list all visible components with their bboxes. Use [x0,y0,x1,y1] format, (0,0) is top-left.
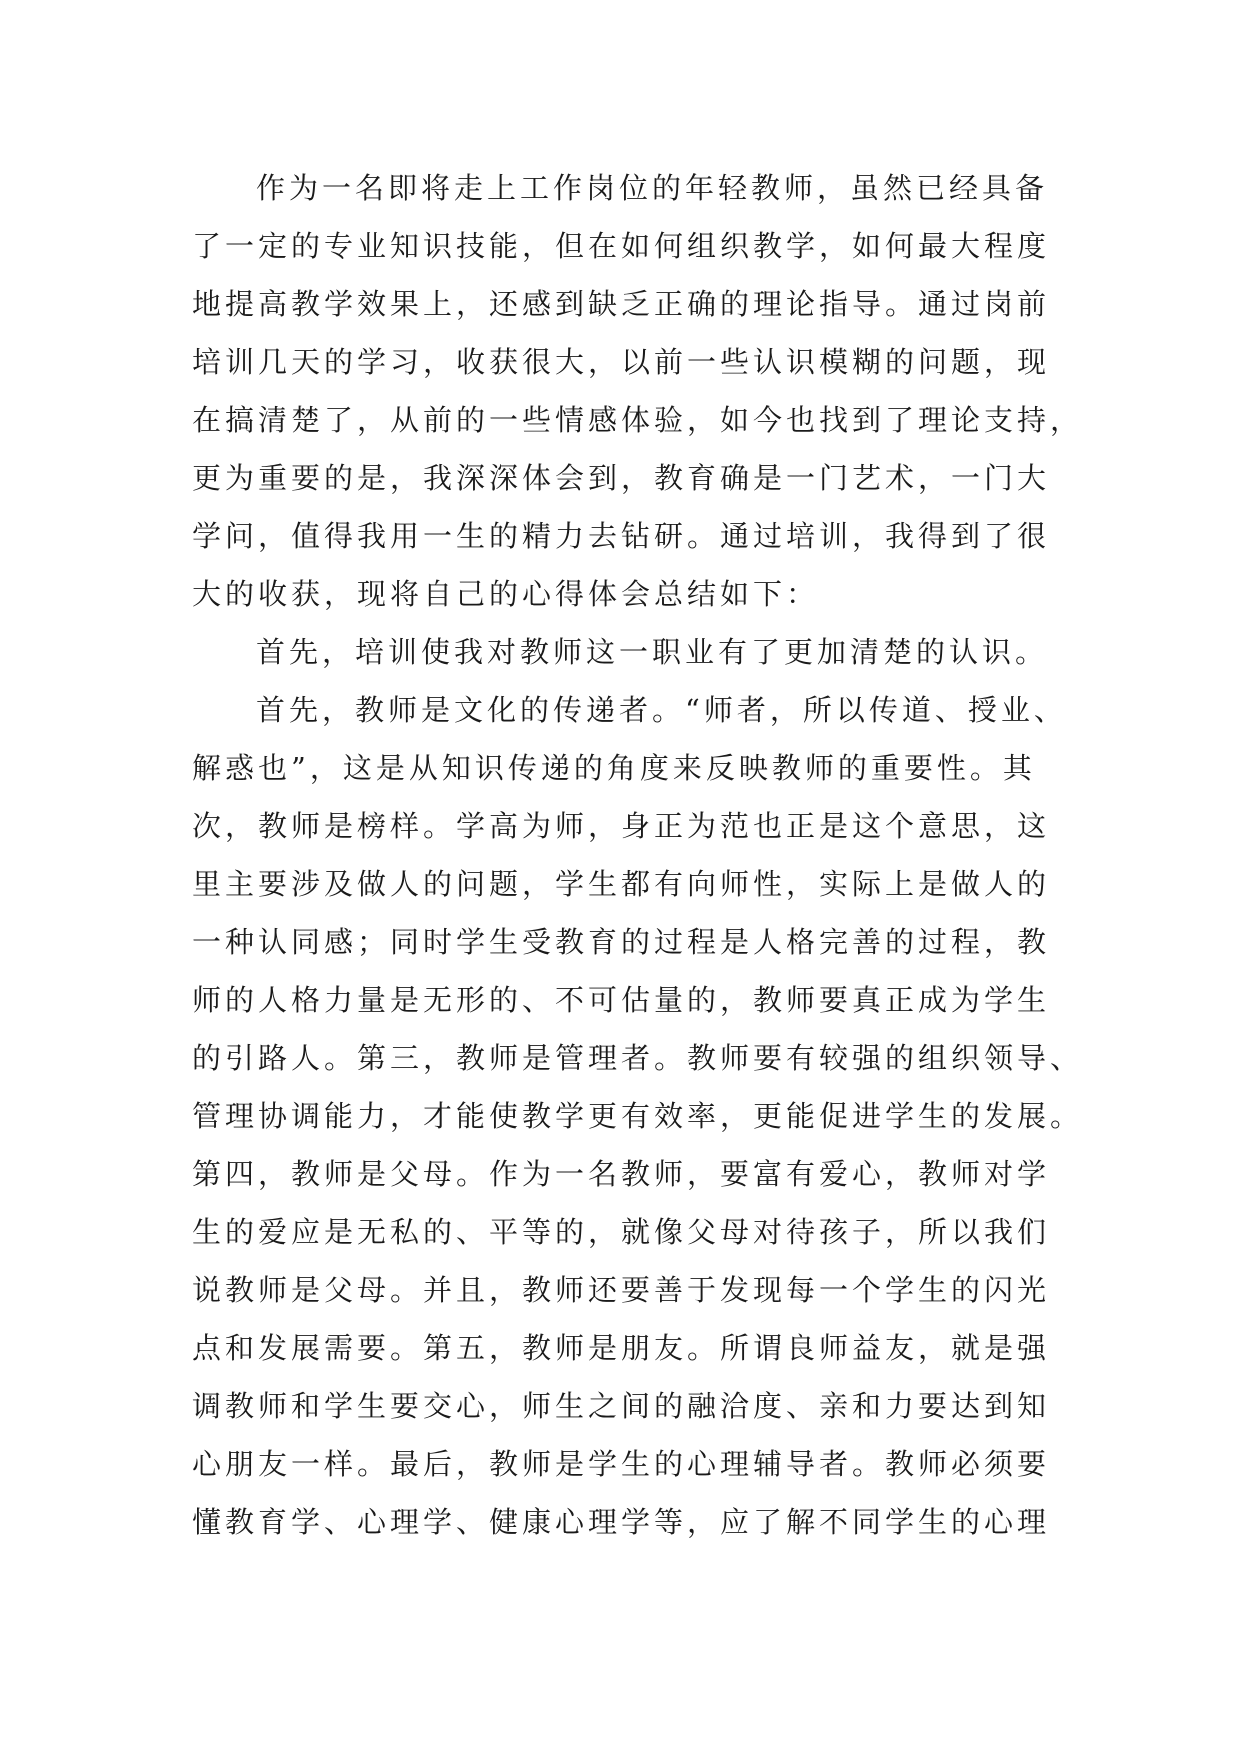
text-line: 更为重要的是，我深深体会到，教育确是一门艺术，一门大 [192,461,1051,495]
text-line: 作为一名即将走上工作岗位的年轻教师，虽然已经具备 [256,171,1049,205]
text-line: 心朋友一样。最后，教师是学生的心理辅导者。教师必须要 [192,1447,1051,1481]
text-line: 管理协调能力，才能使教学更有效率，更能促进学生的发展。 [192,1099,1084,1133]
text-line: 了一定的专业知识技能，但在如何组织教学，如何最大程度 [192,229,1051,263]
text-line: 一种认同感；同时学生受教育的过程是人格完善的过程，教 [192,925,1051,959]
text-line: 解惑也”，这是从知识传递的角度来反映教师的重要性。其 [192,751,1036,785]
text-line: 学问，值得我用一生的精力去钻研。通过培训，我得到了很 [192,519,1051,553]
text-line: 说教师是父母。并且，教师还要善于发现每一个学生的闪光 [192,1273,1051,1307]
text-line: 培训几天的学习，收获很大，以前一些认识模糊的问题，现 [192,345,1051,379]
text-line: 次，教师是榜样。学高为师，身正为范也正是这个意思，这 [192,809,1051,843]
text-line: 师的人格力量是无形的、不可估量的，教师要真正成为学生 [192,983,1051,1017]
text-line: 生的爱应是无私的、平等的，就像父母对待孩子，所以我们 [192,1215,1051,1249]
text-line: 首先，培训使我对教师这一职业有了更加清楚的认识。 [256,635,1049,669]
text-line: 大的收获，现将自己的心得体会总结如下： [192,577,820,611]
text-line: 里主要涉及做人的问题，学生都有向师性，实际上是做人的 [192,867,1051,901]
text-line: 懂教育学、心理学、健康心理学等，应了解不同学生的心理 [192,1505,1051,1539]
text-line: 第四，教师是父母。作为一名教师，要富有爱心，教师对学 [192,1157,1051,1191]
text-line: 在搞清楚了，从前的一些情感体验，如今也找到了理论支持， [192,403,1084,437]
text-line: 的引路人。第三，教师是管理者。教师要有较强的组织领导、 [192,1041,1084,1075]
text-line: 调教师和学生要交心，师生之间的融洽度、亲和力要达到知 [192,1389,1051,1423]
body-text [192,159,1084,1551]
text-line: 点和发展需要。第五，教师是朋友。所谓良师益友，就是强 [192,1331,1051,1365]
text-line: 地提高教学效果上，还感到缺乏正确的理论指导。通过岗前 [192,287,1051,321]
text-line: 首先，教师是文化的传递者。“师者，所以传道、授业、 [256,693,1067,727]
